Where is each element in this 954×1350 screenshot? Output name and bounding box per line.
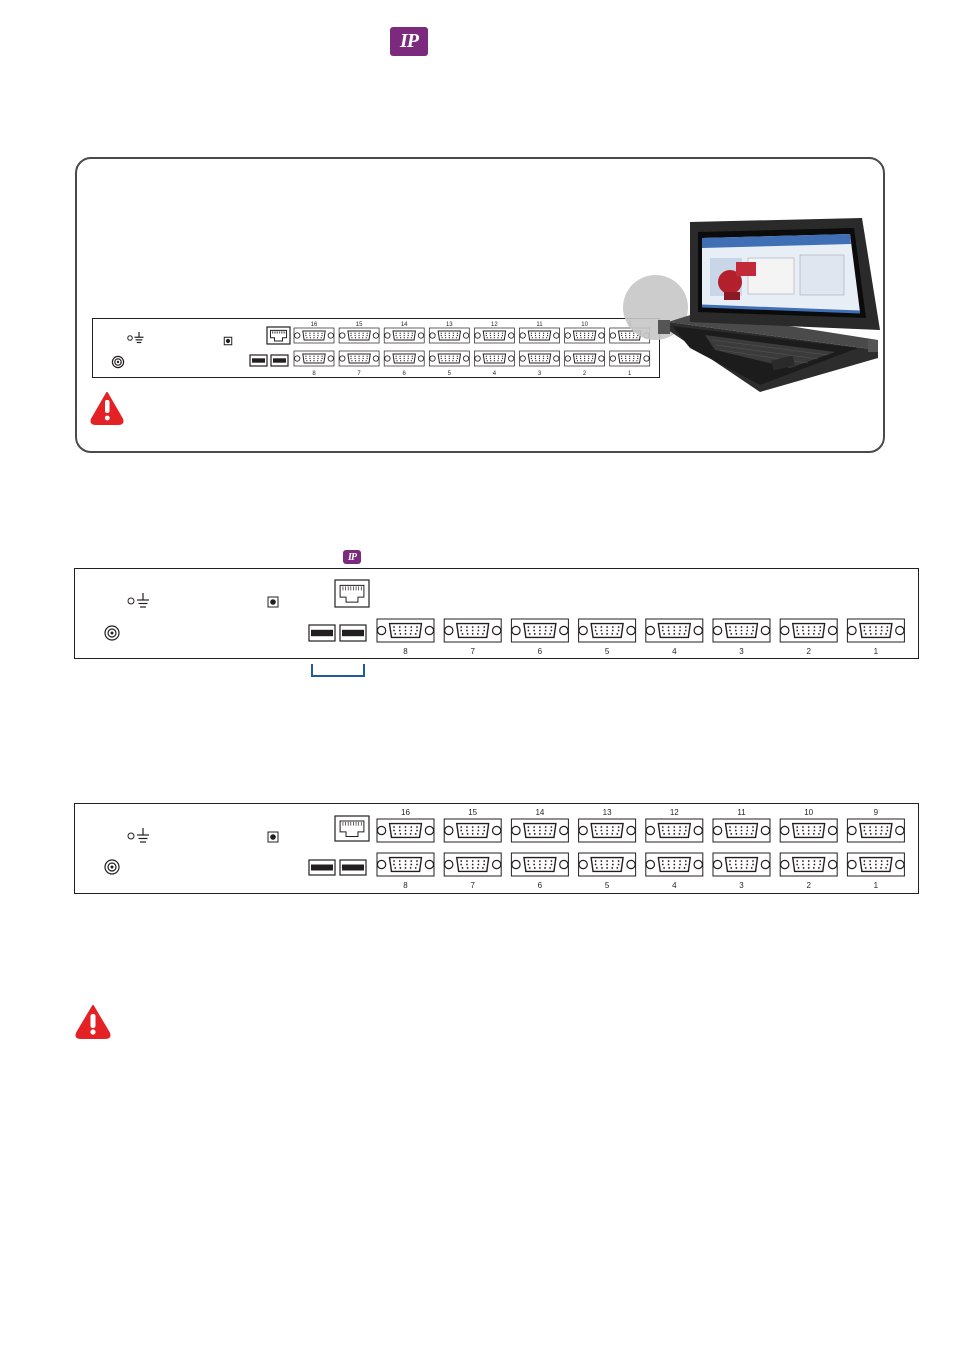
vga-port-icon — [780, 819, 837, 842]
port-number-label: 10 — [581, 322, 588, 328]
port-number-label: 10 — [804, 808, 814, 817]
vga-port-icon — [579, 853, 636, 876]
vga-port-icon — [444, 819, 501, 842]
vga-port-icon — [646, 819, 703, 842]
vga-port-icon — [780, 853, 837, 876]
port-number-label: 11 — [536, 322, 543, 328]
port-number-label: 15 — [355, 322, 363, 328]
vga-port-icon — [444, 853, 501, 876]
usb-port-icon — [309, 860, 335, 875]
reset-button-icon — [268, 832, 278, 842]
port-number-label: 9 — [873, 808, 879, 817]
port-number-label: 3 — [739, 647, 744, 656]
port-number-label: 3 — [739, 881, 744, 890]
vga-port-icon — [847, 819, 904, 842]
port-number-label: 8 — [312, 371, 316, 377]
vga-port-icon — [511, 853, 568, 876]
vga-port-icon — [713, 819, 770, 842]
port-number-label: 8 — [403, 647, 408, 656]
port-number-label: 13 — [602, 808, 612, 817]
port-number-label: 1 — [628, 371, 632, 377]
vga-port-icon — [646, 853, 703, 876]
rj45-port-icon — [335, 816, 369, 841]
port-number-label: 2 — [806, 647, 811, 656]
ip-badge-label: IP — [400, 30, 418, 52]
port-number-label: 12 — [669, 808, 679, 817]
ip-badge-8port-label: IP — [348, 551, 356, 563]
port-number-label: 4 — [492, 371, 497, 377]
port-number-label: 5 — [447, 371, 451, 377]
port-number-label: 2 — [582, 371, 587, 377]
port-number-label: 6 — [402, 371, 406, 377]
port-number-label: 8 — [403, 881, 408, 890]
port-number-label: 12 — [491, 322, 498, 328]
port-number-label: 4 — [672, 881, 677, 890]
vga-port-icon — [511, 819, 568, 842]
port-number-label: 6 — [537, 647, 543, 656]
port-number-label: 16 — [401, 808, 410, 817]
usb-port-icon — [340, 860, 366, 875]
ground-symbol-icon — [128, 828, 149, 842]
port-number-label: 13 — [445, 322, 453, 328]
port-number-label: 5 — [604, 881, 610, 890]
port-number-label: 6 — [537, 881, 543, 890]
port-number-label: 7 — [357, 371, 361, 377]
port-number-label: 4 — [672, 647, 677, 656]
vga-port-icon — [377, 819, 434, 842]
port-number-label: 14 — [535, 808, 545, 817]
port-number-label: 14 — [400, 322, 408, 328]
vga-port-icon — [579, 819, 636, 842]
port-number-label: 1 — [873, 881, 879, 890]
port-number-label: 7 — [470, 881, 475, 890]
vga-port-icon — [713, 853, 770, 876]
power-jack-icon — [105, 860, 119, 874]
vga-port-icon — [847, 853, 904, 876]
port-number-label: 16 — [310, 322, 318, 328]
port-number-label: 11 — [737, 808, 746, 817]
vga-port-icon — [377, 853, 434, 876]
port-number-label: 2 — [806, 881, 811, 890]
port-number-label: 1 — [873, 647, 879, 656]
port-number-label: 7 — [470, 647, 475, 656]
port-number-label: 15 — [468, 808, 478, 817]
port-number-label: 3 — [537, 371, 542, 377]
port-number-label: 5 — [604, 647, 610, 656]
